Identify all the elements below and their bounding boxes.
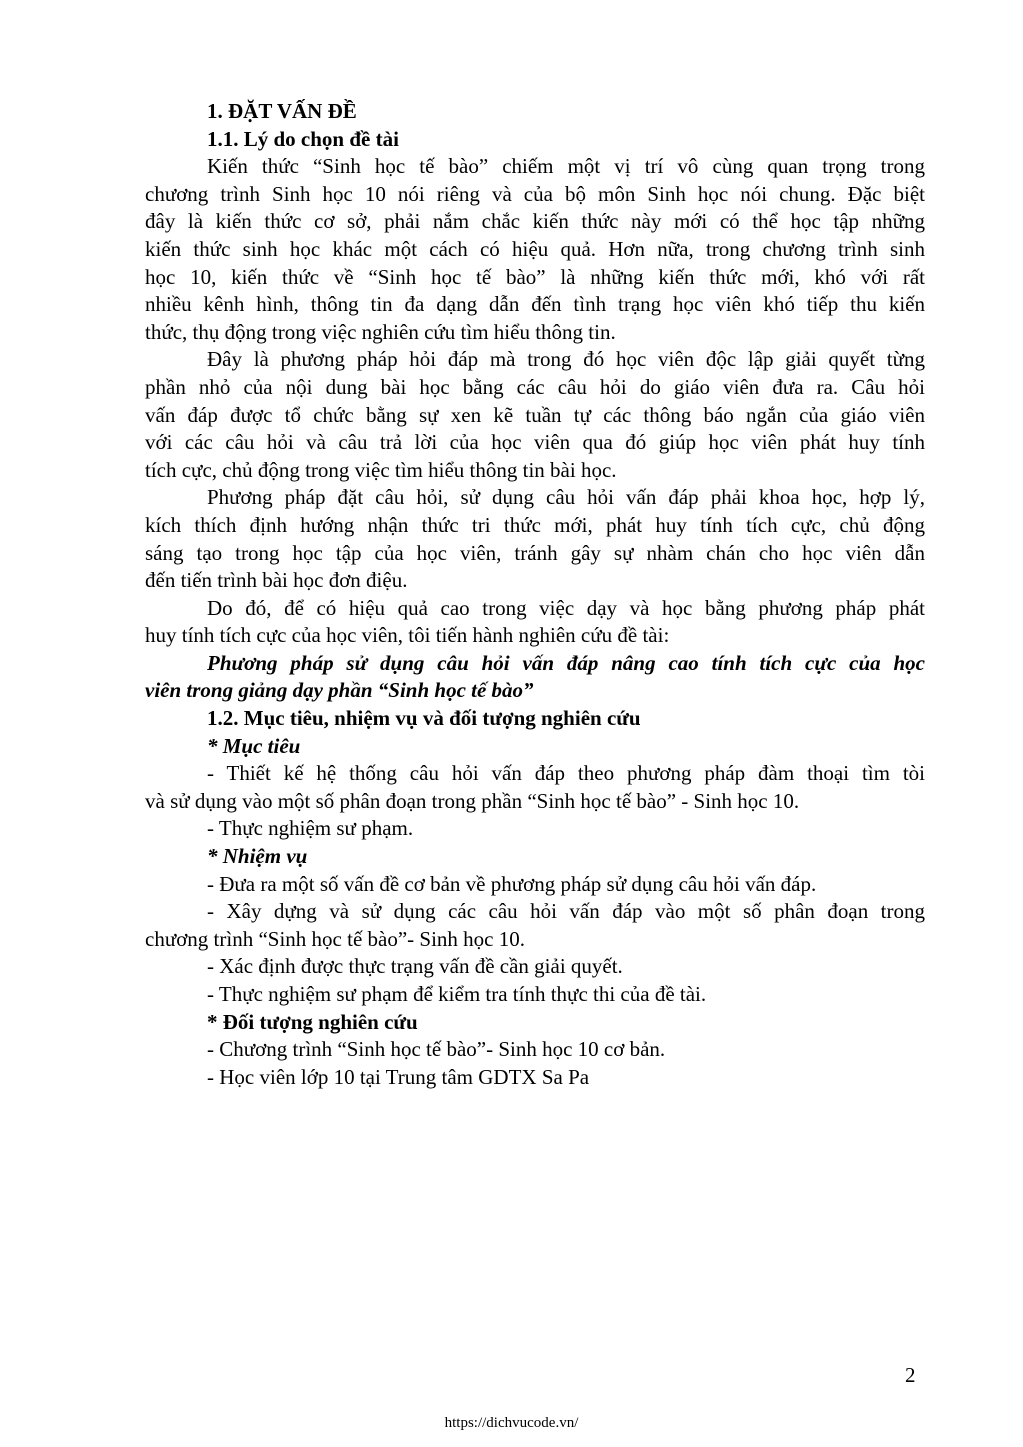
text-line: - Thực nghiệm sư phạm. bbox=[207, 816, 414, 841]
text-line: sáng tạo trong học tập của học viên, tránh gây sự nhàm chán cho học viên dẫn bbox=[145, 540, 925, 565]
document-body bbox=[145, 98, 925, 1091]
text-line: - Xác định được thực trạng vấn đề cần giải quyết. bbox=[207, 954, 623, 979]
footer-url[interactable]: https://dichvucode.vn/ bbox=[444, 1415, 579, 1431]
text-line: chương trình “Sinh học tế bào”- Sinh học 10. bbox=[145, 926, 525, 951]
text-line: vấn đáp được tổ chức bằng sự xen kẽ tuần tự các thông báo ngắn của giáo viên bbox=[145, 402, 925, 427]
text-line: - Học viên lớp 10 tại Trung tâm GDTX Sa Pa bbox=[207, 1064, 590, 1089]
heading-line: 1. ĐẶT VẤN ĐỀ bbox=[207, 99, 357, 123]
text-line: kiến thức sinh học khác một cách có hiệu quả. Hơn nữa, trong chương trình sinh bbox=[145, 236, 925, 261]
emphasis-line: * Mục tiêu bbox=[207, 733, 301, 758]
emphasis-line: Phương pháp sử dụng câu hỏi vấn đáp nâng cao tính tích cực của học bbox=[207, 650, 925, 675]
text-line: tích cực, chủ động trong việc tìm hiểu thông tin bài học. bbox=[145, 457, 617, 482]
text-line: kích thích định hướng nhận thức tri thức mới, phát huy tính tích cực, chủ động bbox=[145, 512, 925, 537]
text-line: đây là kiến thức cơ sở, phải nắm chắc kiến thức này mới có thể học tập những bbox=[145, 209, 925, 234]
text-line: Do đó, để có hiệu quả cao trong việc dạy và học bằng phương pháp phát bbox=[207, 595, 925, 620]
text-line: - Xây dựng và sử dụng các câu hỏi vấn đáp vào một số phân đoạn trong bbox=[207, 899, 925, 924]
emphasis-line: * Nhiệm vụ bbox=[207, 844, 308, 869]
text-line: - Thiết kế hệ thống câu hỏi vấn đáp theo phương pháp đàm thoại tìm tòi bbox=[207, 761, 925, 786]
text-line: - Đưa ra một số vấn đề cơ bản về phương pháp sử dụng câu hỏi vấn đáp. bbox=[207, 871, 817, 896]
heading-line: 1.1. Lý do chọn đề tài bbox=[207, 126, 399, 151]
emphasis-line: viên trong giảng dạy phần “Sinh học tế bào” bbox=[145, 678, 534, 703]
text-line: - Chương trình “Sinh học tế bào”- Sinh học 10 cơ bản. bbox=[207, 1037, 666, 1062]
text-line: Kiến thức “Sinh học tế bào” chiếm một vị trí vô cùng quan trọng trong bbox=[207, 154, 925, 179]
page-number: 2 bbox=[905, 1363, 916, 1387]
heading-line: * Đối tượng nghiên cứu bbox=[207, 1009, 418, 1034]
text-line: - Thực nghiệm sư phạm để kiểm tra tính thực thi của đề tài. bbox=[207, 982, 707, 1006]
text-line: học 10, kiến thức về “Sinh học tế bào” là những kiến thức mới, khó với rất bbox=[145, 264, 925, 289]
text-line: Đây là phương pháp hỏi đáp mà trong đó học viên độc lập giải quyết từng bbox=[207, 347, 925, 372]
text-line: và sử dụng vào một số phân đoạn trong phần “Sinh học tế bào” - Sinh học 10. bbox=[145, 788, 800, 813]
text-line: với các câu hỏi và câu trả lời của học viên qua đó giúp học viên phát huy tính bbox=[145, 430, 925, 455]
text-line: thức, thụ động trong việc nghiên cứu tìm hiểu thông tin. bbox=[145, 319, 616, 344]
text-line: Phương pháp đặt câu hỏi, sử dụng câu hỏi vấn đáp phải khoa học, hợp lý, bbox=[207, 485, 925, 510]
text-line: chương trình Sinh học 10 nói riêng và của bộ môn Sinh học nói chung. Đặc biệt bbox=[145, 181, 925, 206]
text-line: phần nhỏ của nội dung bài học bằng các câu hỏi do giáo viên đưa ra. Câu hỏi bbox=[145, 374, 925, 399]
text-line: huy tính tích cực của học viên, tôi tiến hành nghiên cứu đề tài: bbox=[145, 623, 670, 648]
text-line: đến tiến trình bài học đơn điệu. bbox=[145, 568, 408, 593]
heading-line: 1.2. Mục tiêu, nhiệm vụ và đối tượng nghiên cứu bbox=[207, 706, 641, 731]
text-line: nhiều kênh hình, thông tin đa dạng dẫn đến tình trạng học viên khó tiếp thu kiến bbox=[145, 292, 925, 317]
